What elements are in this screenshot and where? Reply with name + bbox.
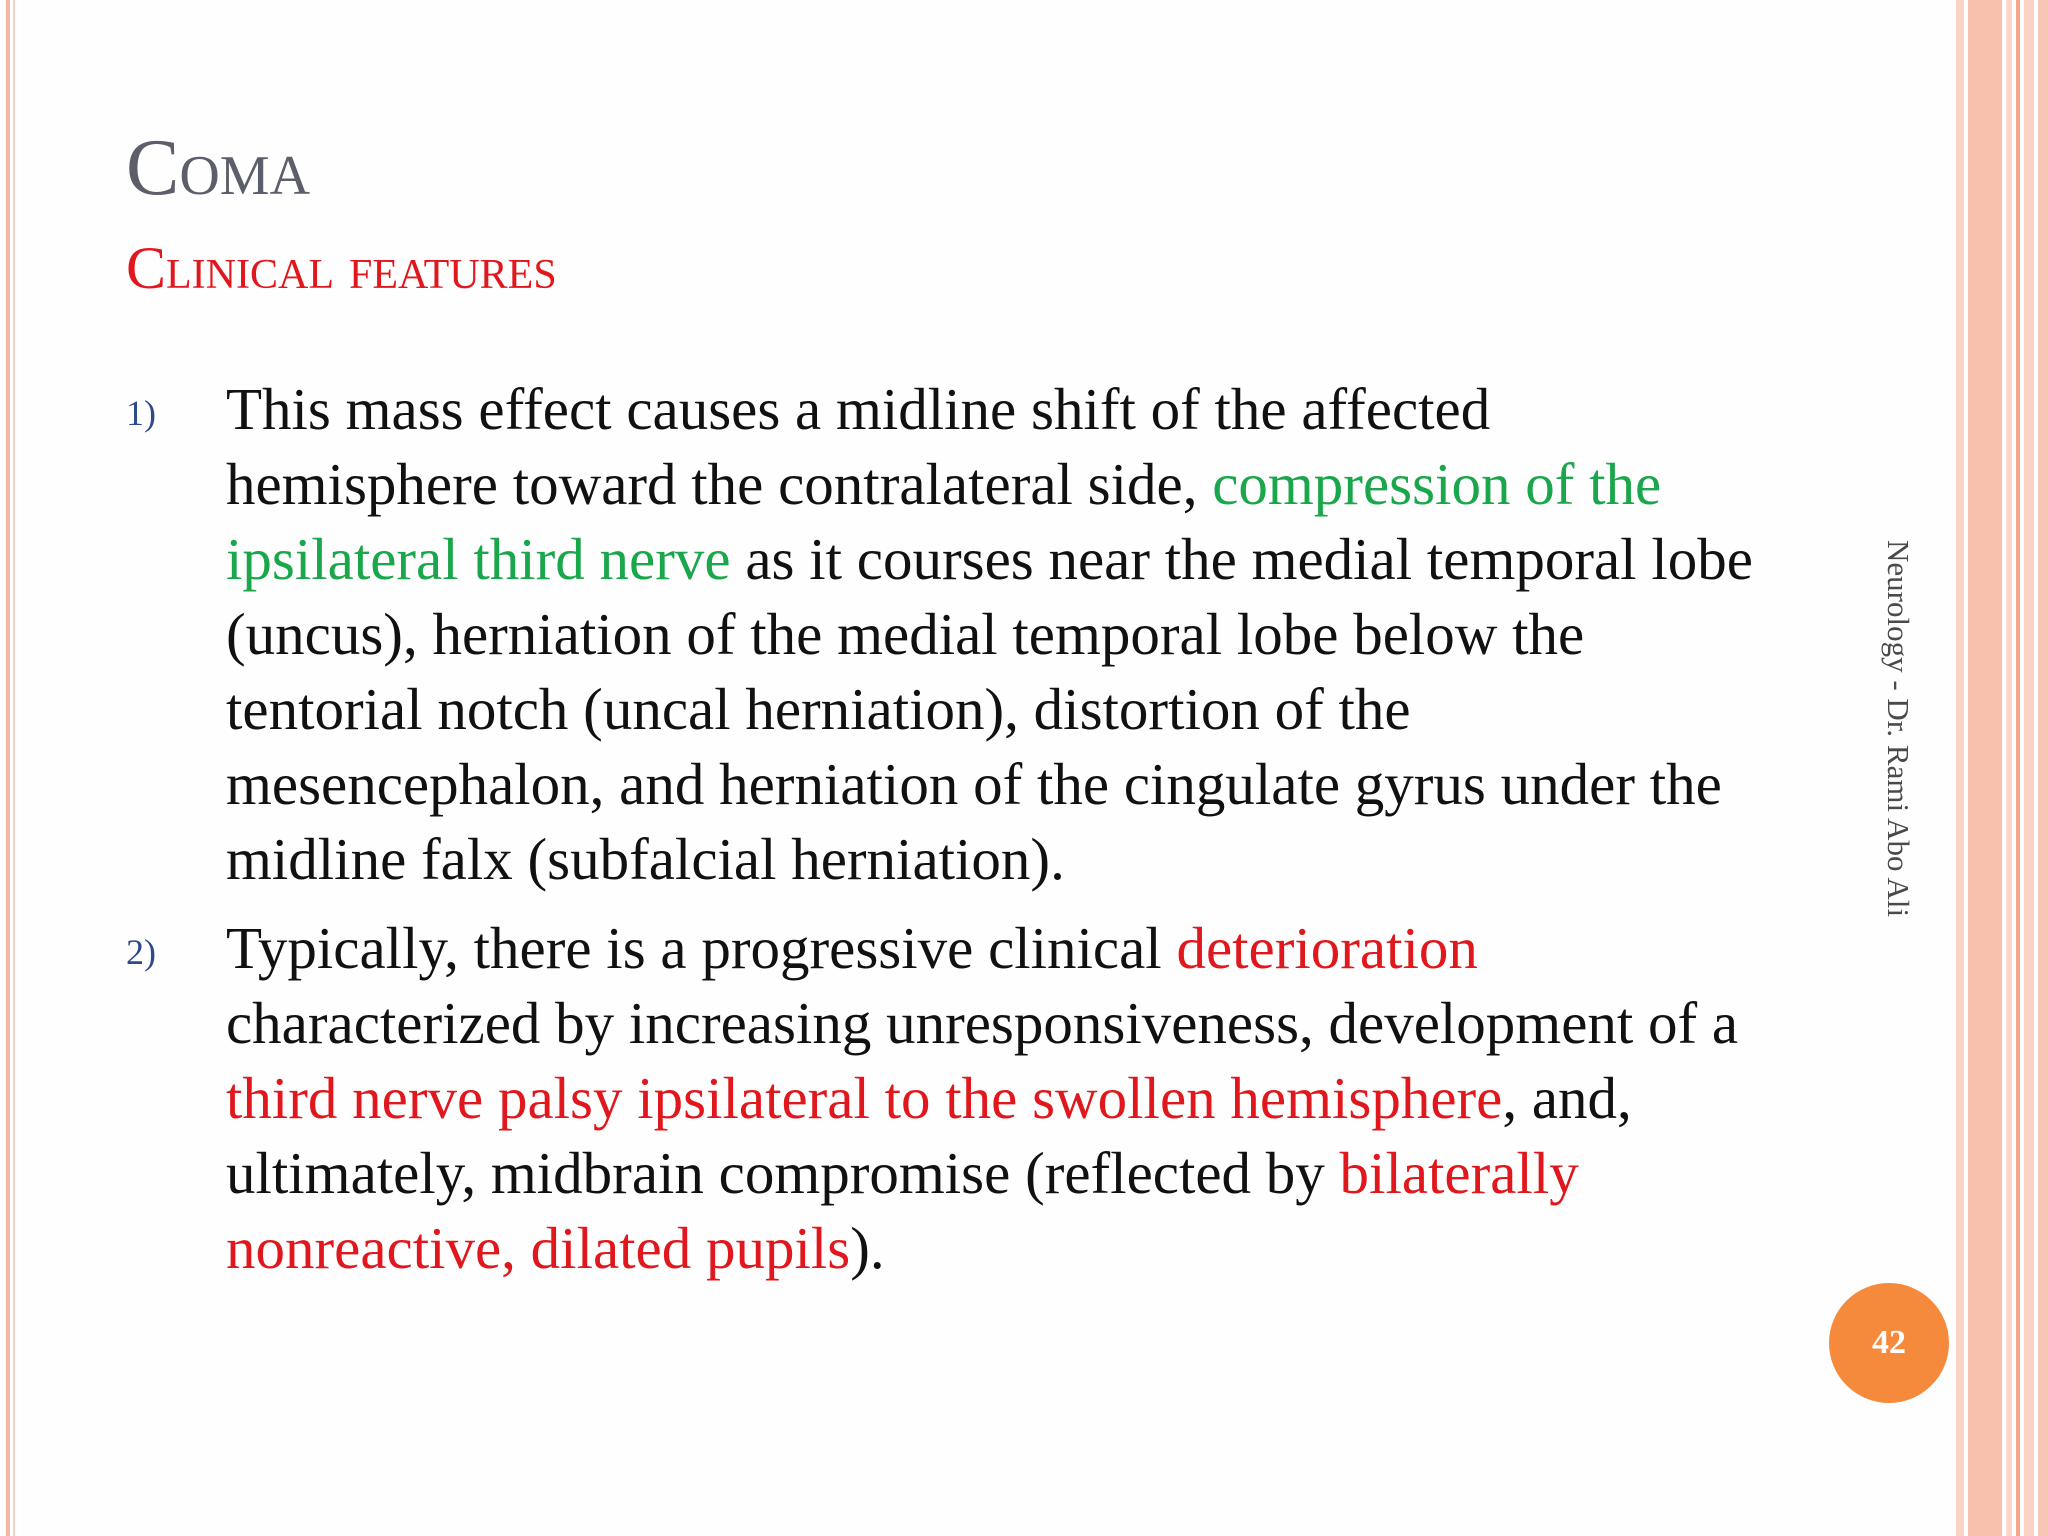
item-text: This mass effect causes a midline shift of the affected hemisphere toward the contralateral side,: [226, 376, 1491, 517]
list-item: [126, 372, 1766, 897]
slide-subtitle: Clinical features: [126, 235, 557, 301]
stripe: [2006, 0, 2012, 1536]
stripe: [2024, 0, 2034, 1536]
highlight-red-text: third nerve palsy ipsilateral to the swollen hemisphere: [226, 1065, 1503, 1131]
item-text: characterized by increasing unresponsiveness, development of a: [226, 990, 1739, 1056]
highlight-red-text: deterioration: [1176, 915, 1478, 981]
highlight-green-text: compression of the ipsilateral third nerve: [226, 451, 1662, 592]
footer-vertical-text: Neurology - Dr. Rami Abo Ali: [1881, 540, 1916, 918]
slide-title: Coma: [126, 124, 311, 212]
page-number: 42: [1872, 1324, 1906, 1361]
item-text: Typically, there is a progressive clinical: [226, 915, 1177, 981]
stripe: [2038, 0, 2048, 1536]
left-border-decoration: [0, 0, 20, 1536]
list-item: [126, 911, 1766, 1286]
stripe: [1956, 0, 1964, 1536]
item-text: , and, ultimately, midbrain compromise (reflected by: [226, 1065, 1632, 1206]
highlight-red-text: bilaterally nonreactive, dilated pupils: [226, 1140, 1579, 1281]
border-line: [6, 0, 10, 1536]
border-line: [13, 0, 15, 1536]
item-text: as it courses near the medial temporal lobe (uncus), herniation of the medial temporal lobe below the tentorial notch (uncal herniation), distortion of the mesencephalon, and herniation of the cingulate gyrus under the midline falx (subfalcial herniation).: [226, 526, 1753, 892]
stripe: [2016, 0, 2020, 1536]
right-stripe-decoration: [1954, 0, 2048, 1536]
page-number-badge: [1829, 1283, 1949, 1403]
stripe: [1968, 0, 2002, 1536]
list-number: 1): [126, 393, 156, 433]
list-number: 2): [126, 932, 156, 972]
item-text: ).: [850, 1215, 885, 1281]
slide-content: [126, 372, 1766, 1300]
